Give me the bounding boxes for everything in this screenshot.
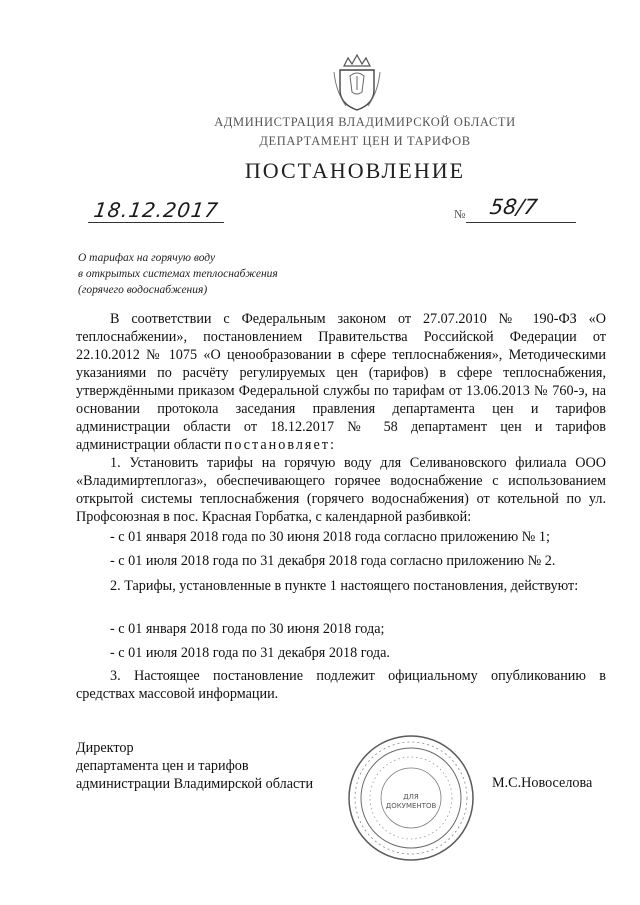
signatory-name: М.С.Новоселова: [492, 775, 593, 791]
coat-of-arms-icon: [330, 52, 384, 114]
period-2-text: - с 01 июля 2018 года по 31 декабря 2018 года согласно приложению № 2.: [110, 553, 556, 569]
period-3-text: - с 01 января 2018 года по 30 июня 2018 года;: [110, 621, 385, 637]
stamp-center-line: ДЛЯ: [403, 793, 419, 801]
item-2-text: 2. Тарифы, установленные в пункте 1 настоящего постановления, действуют:: [110, 578, 579, 594]
org-name-line1: АДМИНИСТРАЦИЯ ВЛАДИМИРСКОЙ ОБЛАСТИ: [214, 115, 516, 129]
item-1-text: 1. Установить тарифы на горячую воду для Селивановского филиала ООО «Владимиртеплогаз», обеспечивающего горячее водоснабжение с использованием открытой системы теплоснабжения (горячего водоснабжения) от котельной по ул. Профсоюзная в пос. Красная Горбатка, с календарной разбивкой:: [76, 455, 606, 525]
paragraph-item-2: [76, 577, 606, 595]
signatory-title: [76, 739, 313, 793]
subject-block: [78, 250, 278, 298]
preamble-text: В соответствии с Федеральным законом от 27.07.2010 № 190-ФЗ «О теплоснабжении», постановлением Правительства Российской Федерации от 22.10.2012 № 1075 «О ценообразовании в сфере теплоснабжения», Методическими указаниями по расчёту регулируемых цен (тарифов) в сфере теплоснабжения, утверждёнными приказом Федеральной службы по тарифам от 13.06.2013 № 760-э, на основании протокола заседания правления департамента цен и тарифов администрации области от 18.12.2017 № 58 департамент цен и тарифов администрации области: [76, 311, 606, 453]
subject-line: (горячего водоснабжения): [78, 284, 208, 296]
handwritten-number: 58/7: [488, 195, 539, 219]
subject-line: в открытых системах теплоснабжения: [78, 268, 278, 280]
list-item: [76, 644, 606, 662]
document-type-title: ПОСТАНОВЛЕНИЕ: [244, 158, 466, 183]
signatory-line: администрации Владимирской области: [76, 776, 314, 792]
list-item: [76, 528, 606, 546]
subject-line: О тарифах на горячую воду: [78, 252, 216, 264]
paragraph-item-3: [76, 667, 606, 703]
list-item: [76, 620, 606, 638]
handwritten-date: 18.12.2017: [92, 198, 221, 222]
official-stamp: [346, 733, 476, 863]
org-name-line2: ДЕПАРТАМЕНТ ЦЕН И ТАРИФОВ: [259, 134, 471, 148]
stamp-center-line: ДОКУМЕНТОВ: [385, 802, 437, 810]
number-prefix: №: [454, 207, 466, 221]
signatory-line: департамента цен и тарифов: [76, 758, 249, 774]
list-item: [76, 552, 606, 570]
period-1-text: - с 01 января 2018 года по 30 июня 2018 года согласно приложению № 1;: [110, 529, 550, 545]
signatory-line: Директор: [76, 740, 134, 756]
paragraph-item-1: [76, 454, 606, 526]
period-4-text: - с 01 июля 2018 года по 31 декабря 2018 года.: [110, 645, 390, 661]
paragraph-preamble: [76, 310, 606, 454]
resolves-word: постановляет:: [224, 437, 336, 453]
item-3-text: 3. Настоящее постановление подлежит официальному опубликованию в средствах массовой информации.: [76, 668, 606, 702]
